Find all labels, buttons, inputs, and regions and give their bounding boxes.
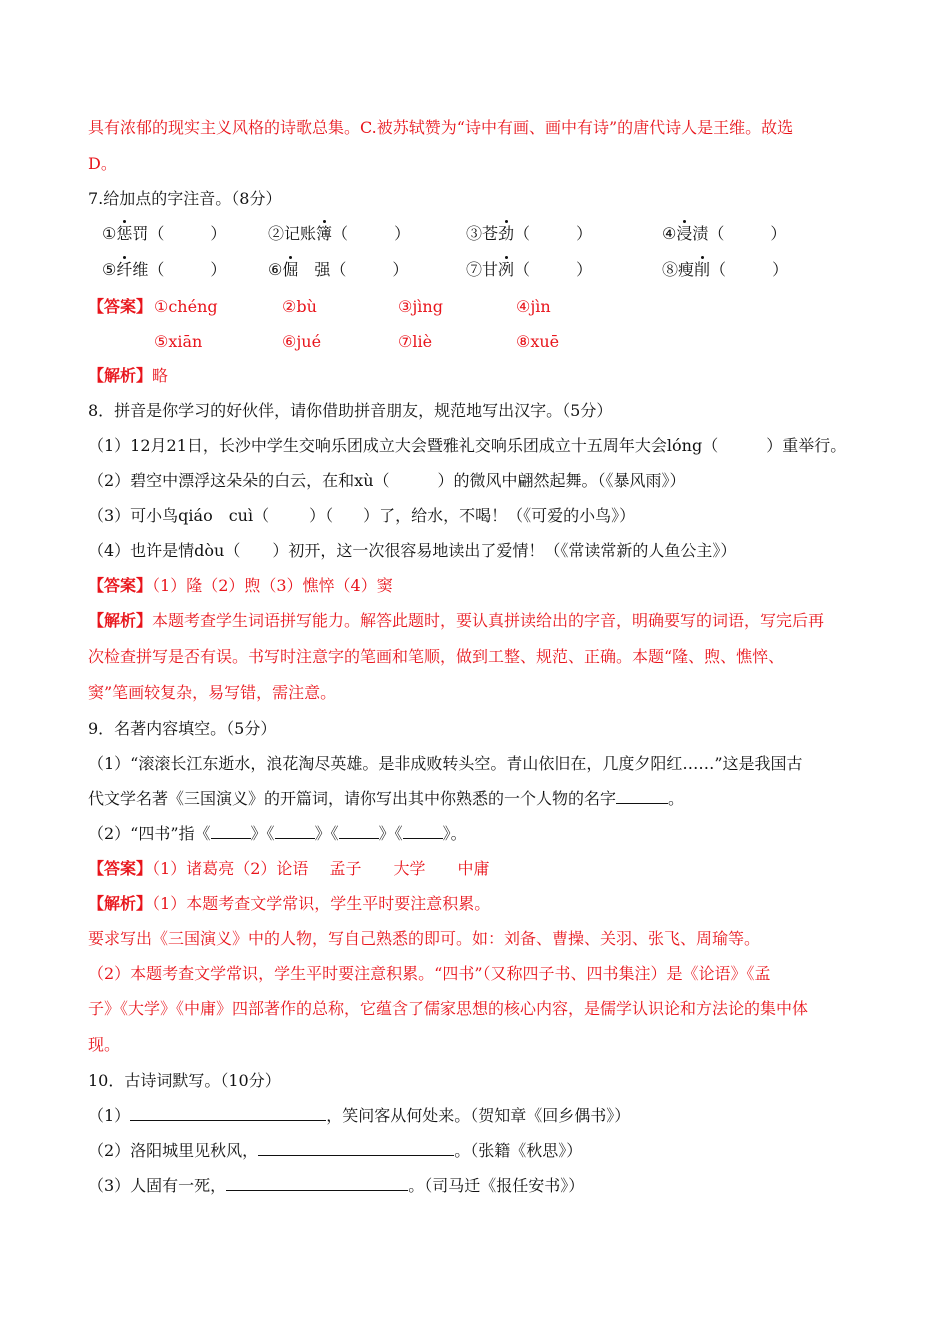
- fill-blank[interactable]: [339, 823, 379, 839]
- q9-line-2: 代文学名著《三国演义》的开篇词，请你写出其中你熟悉的一个人物的名字 。: [88, 789, 685, 808]
- q9-answer: 【答案】（1）诸葛亮（2）论语 孟子 大学 中庸: [88, 859, 490, 878]
- q9-analysis-line-4: 子》《大学》《中庸》四部著作的总称，它蕴含了儒家思想的核心内容，是儒学认识论和方法论的集中体: [88, 999, 809, 1018]
- q7-item-7: ⑦甘冽（ ）: [466, 260, 593, 279]
- emphasis-dot-char: 纤: [116, 260, 133, 279]
- q7-answer-row-2: [88, 331, 890, 353]
- q7-item-8: ⑧瘦削（ ）: [662, 260, 789, 279]
- q9-line-1: （1）“滚滚长江东逝水，浪花淘尽英雄。是非成败转头空。青山依旧在，几度夕阳红……”这是我国古: [88, 754, 803, 773]
- fill-blank[interactable]: [258, 1140, 454, 1156]
- emphasis-dot-char: 削: [694, 260, 711, 279]
- emphasis-dot-char: 浸: [676, 224, 693, 243]
- analysis-label: 【解析】: [88, 894, 153, 913]
- q9-analysis-line-2: 要求写出《三国演义》中的人物，写自己熟悉的即可。如：刘备、曹操、关羽、张飞、周瑜等。: [88, 929, 761, 948]
- q7-answer-7: ⑦liè: [398, 332, 433, 351]
- q9-analysis-line-1: 【解析】（1）本题考查文学常识，学生平时要注意积累。: [88, 894, 491, 913]
- q7-item-2: ②记账簿（ ）: [268, 224, 411, 243]
- emphasis-dot-char: 簿: [316, 224, 333, 243]
- q7-answer-4: ④jìn: [516, 297, 551, 316]
- q8-title: 8．拼音是你学习的好伙伴，请你借助拼音朋友，规范地写出汉字。（5分）: [88, 401, 613, 420]
- emphasis-dot-char: 劲: [498, 224, 515, 243]
- emphasis-dot-char: 惩: [116, 224, 133, 243]
- emphasis-dot-char: 冽: [498, 260, 515, 279]
- q7-answer-row-1: [88, 296, 890, 318]
- q9-analysis-line-5: 现。: [88, 1035, 121, 1054]
- q8-line-2: （2）碧空中漂浮这朵朵的白云，在和xù（ ）的微风中翩然起舞。（《暴风雨》）: [88, 471, 686, 490]
- answer-label: 【答案】: [88, 297, 153, 316]
- q8-analysis-line-1: 【解析】本题考查学生词语拼写能力。解答此题时，要认真拼读给出的字音，明确要写的词语，写完后再: [88, 611, 825, 630]
- q7-answer-1: ①chéng: [154, 297, 218, 316]
- fill-blank[interactable]: [616, 788, 668, 804]
- q7-title: 7.给加点的字注音。（8分）: [88, 189, 282, 208]
- q10-line-2: （2）洛阳城里见秋风， 。（张籍《秋思》）: [88, 1141, 583, 1160]
- answer-label: 【答案】: [88, 859, 153, 878]
- q7-item-4: ④浸渍（ ）: [662, 224, 787, 243]
- q10-title: 10．古诗词默写。（10分）: [88, 1071, 281, 1090]
- q8-line-3: （3）可小鸟qiáo cuì（ ）（ ）了，给水，不喝！（《可爱的小鸟》）: [88, 506, 636, 525]
- q9-line-3: （2）“四书”指《 》《 》《 》《 》。: [88, 824, 467, 843]
- q7-item-1: ①惩罚（ ）: [102, 224, 227, 243]
- q6-analysis-line-1: 具有浓郁的现实主义风格的诗歌总集。C.被苏轼赞为“诗中有画、画中有诗”的唐代诗人是王维。故选: [88, 118, 794, 137]
- q10-line-3: （3）人固有一死， 。（司马迁《报任安书》）: [88, 1176, 585, 1195]
- fill-blank[interactable]: [211, 823, 251, 839]
- q7-answer-3: ③jìng: [398, 297, 443, 316]
- q9-title: 9．名著内容填空。（5分）: [88, 719, 277, 738]
- q7-item-3: ③苍劲（ ）: [466, 224, 593, 243]
- fill-blank[interactable]: [226, 1175, 408, 1191]
- fill-blank[interactable]: [403, 823, 443, 839]
- q8-answer: 【答案】（1）隆（2）煦（3）憔悴（4）窦: [88, 576, 393, 595]
- q7-analysis: 【解析】略: [88, 366, 169, 385]
- q7-item-5: ⑤纤维（ ）: [102, 260, 227, 279]
- q7-answer-2: ②bù: [282, 297, 317, 316]
- q8-analysis-line-2: 次检查拼写是否有误。书写时注意字的笔画和笔顺，做到工整、规范、正确。本题“隆、煦、憔悴、: [88, 647, 785, 666]
- q7-row-1: [88, 223, 890, 245]
- answer-label: 【答案】: [88, 576, 153, 595]
- fill-blank[interactable]: [130, 1105, 326, 1121]
- emphasis-dot-char: 倔: [282, 260, 299, 279]
- q8-line-1: （1）12月21日，长沙中学生交响乐团成立大会暨雅礼交响乐团成立十五周年大会lóng（ ）重举行。: [88, 436, 847, 455]
- q8-line-4: （4）也许是情dòu（ ）初开，这一次很容易地读出了爱情！（《常读常新的人鱼公主》）: [88, 541, 737, 560]
- q7-item-6: ⑥倔 强（ ）: [268, 260, 409, 279]
- q7-row-2: [88, 259, 890, 281]
- q7-answer-5: ⑤xiān: [154, 332, 203, 351]
- q10-line-1: （1） ，笑问客从何处来。（贺知章《回乡偶书》）: [88, 1106, 631, 1125]
- q8-analysis-line-3: 窦”笔画较复杂，易写错，需注意。: [88, 683, 337, 702]
- fill-blank[interactable]: [275, 823, 315, 839]
- q7-answer-8: ⑧xuē: [516, 332, 560, 351]
- q9-analysis-line-3: （2）本题考查文学常识，学生平时要注意积累。“四书”（又称四子书、四书集注）是《论语》《孟: [88, 964, 771, 983]
- q6-analysis-line-2: D。: [88, 154, 117, 173]
- analysis-label: 【解析】: [88, 611, 153, 630]
- q7-answer-6: ⑥jué: [282, 332, 322, 351]
- analysis-label: 【解析】: [88, 366, 153, 385]
